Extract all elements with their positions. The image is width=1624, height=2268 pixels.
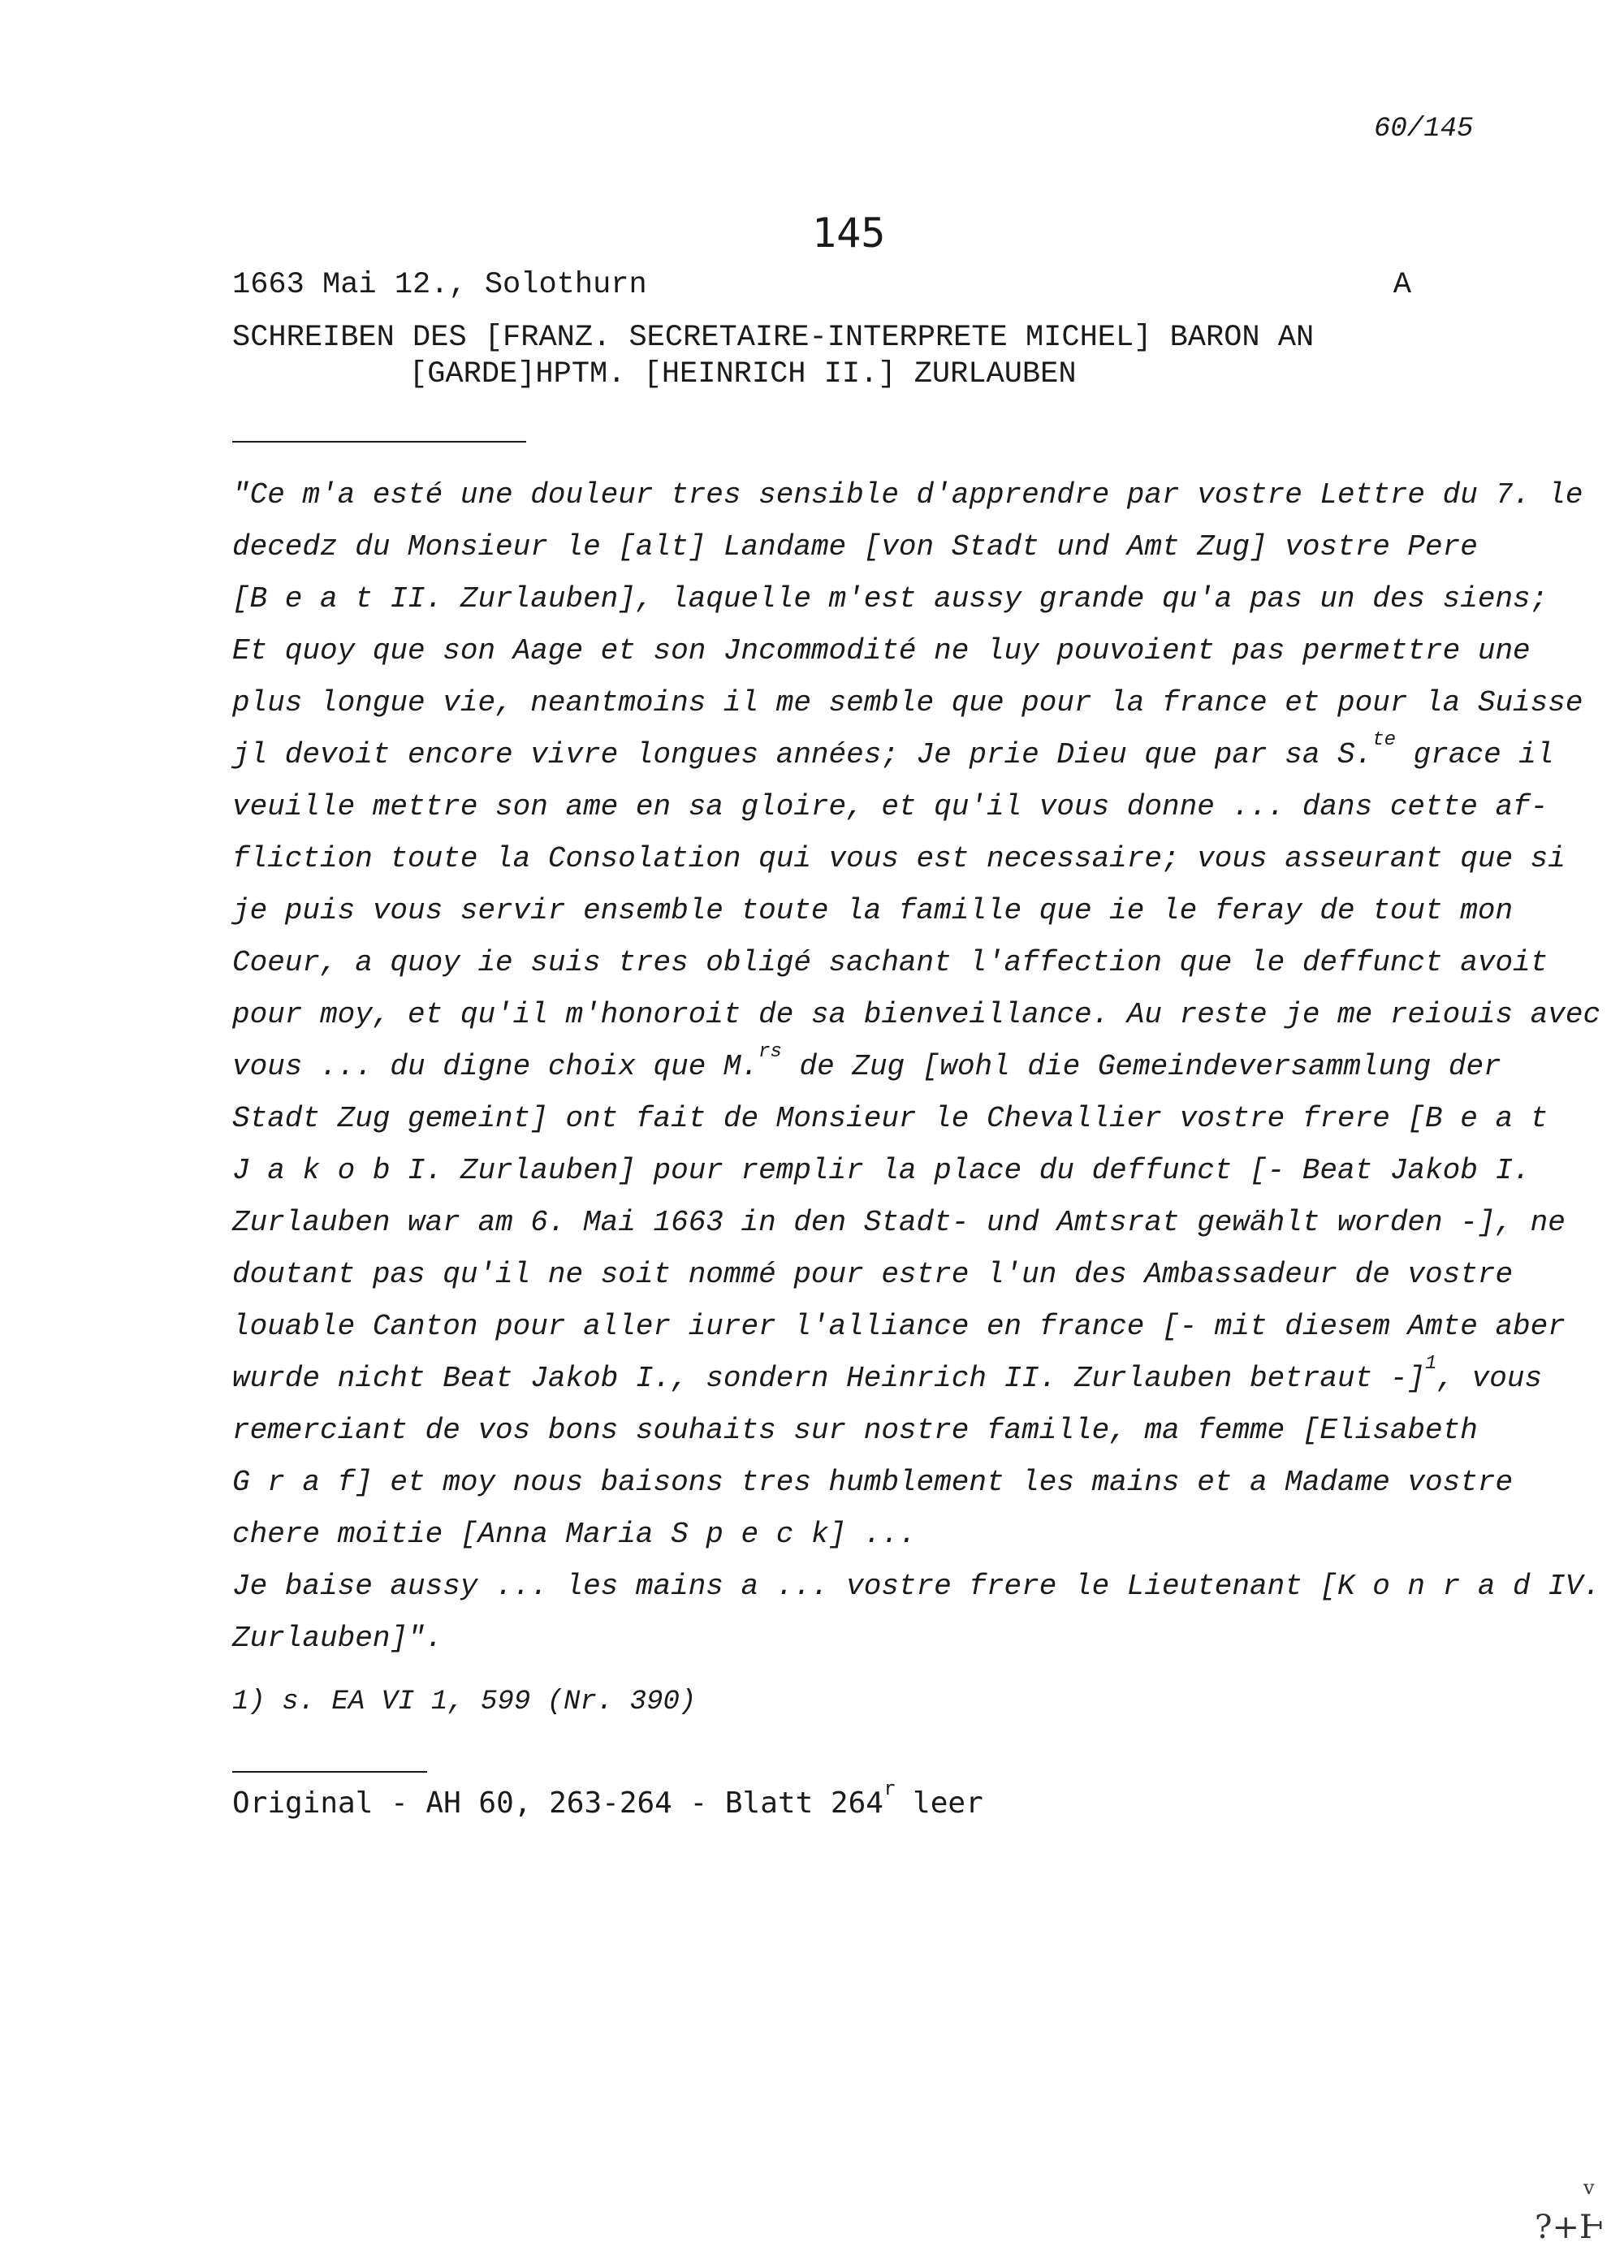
body-line: decedz du Monsieur le [alt] Landame [von Stadt und Amt Zug] vostre Pere: [232, 530, 1478, 564]
body-line: fliction toute la Consolation qui vous est necessaire; vous asseurant que si: [232, 842, 1566, 875]
body-line: Et quoy que son Aage et son Jncommodité ne luy pouvoient pas permettre une: [232, 634, 1531, 667]
body-line: chere moitie [Anna Maria S p e c k] ...: [232, 1518, 917, 1551]
body-line: plus longue vie, neantmoins il me semble que pour la france et pour la Suisse: [232, 686, 1583, 719]
footnote-divider: [232, 1771, 427, 1773]
superscript: r: [883, 1777, 896, 1799]
body-line: remerciant de vos bons souhaits sur nostre famille, ma femme [Elisabeth: [232, 1414, 1478, 1447]
footnote: 1) s. EA VI 1, 599 (Nr. 390): [232, 1687, 697, 1717]
handwritten-page-mark: ?+Ͱ: [1535, 2209, 1604, 2246]
body-line: Stadt Zug gemeint] ont fait de Monsieur le Chevallier vostre frere [B e a t: [232, 1102, 1548, 1135]
footnote-marker: 1: [1425, 1353, 1437, 1375]
source-text: leer: [895, 1786, 983, 1820]
source-text: Original - AH 60, 263-264 - Blatt 264: [232, 1786, 883, 1820]
body-line: doutant pas qu'il ne soit nommé pour estre l'un des Ambassadeur de vostre: [232, 1258, 1514, 1291]
body-line: G r a f] et moy nous baisons tres humblement les mains et a Madame vostre: [232, 1466, 1514, 1499]
body-line: Coeur, a quoy ie suis tres obligé sachant l'affection que le deffunct avoit: [232, 946, 1548, 979]
body-line: louable Canton pour aller iurer l'alliance en france [- mit diesem Amte aber: [232, 1310, 1566, 1343]
body-line: Je baise aussy ... les mains a ... vostre frere le Lieutenant [K o n r a d IV.: [232, 1570, 1601, 1603]
date-place: 1663 Mai 12., Solothurn: [232, 268, 647, 302]
archive-reference: 60/145: [1374, 114, 1474, 145]
body-line: je puis vous servir ensemble toute la famille que ie le feray de tout mon: [232, 894, 1514, 927]
body-line: [B e a t II. Zurlauben], laquelle m'est aussy grande qu'a pas un des siens;: [232, 582, 1548, 616]
heading-line-1: SCHREIBEN DES [FRANZ. SECRETAIRE-INTERPRETE MICHEL] BARON AN: [232, 321, 1315, 355]
body-text: , vous: [1436, 1362, 1543, 1395]
body-text: de Zug [wohl die Gemeindeversammlung der: [781, 1050, 1501, 1083]
handwritten-tick: v: [1583, 2176, 1595, 2199]
body-line: Zurlauben]".: [232, 1622, 443, 1655]
body-line: [232, 1041, 1515, 1093]
category-letter: A: [1393, 268, 1411, 302]
body-line: Zurlauben war am 6. Mai 1663 in den Stadt- und Amtsrat gewählt worden -], ne: [232, 1206, 1566, 1239]
document-number: 145: [812, 210, 886, 257]
body-line: [232, 729, 1554, 781]
body-line: veuille mettre son ame en sa gloire, et qu'il vous donne ... dans cette af-: [232, 790, 1548, 823]
body-text: jl devoit encore vivre longues années; Je prie Dieu que par sa S.: [232, 738, 1373, 771]
heading-line-2: [GARDE]HPTM. [HEINRICH II.] ZURLAUBEN: [409, 357, 1077, 391]
heading-divider: [232, 441, 526, 443]
superscript: rs: [758, 1041, 782, 1063]
body-line: J a k o b I. Zurlauben] pour remplir la place du deffunct [- Beat Jakob I.: [232, 1154, 1531, 1187]
body-line: "Ce m'a esté une douleur tres sensible d'apprendre par vostre Lettre du 7. le: [232, 478, 1583, 512]
letter-body: [232, 469, 1601, 1665]
date-line: [232, 268, 1411, 302]
superscript: te: [1372, 729, 1397, 751]
body-line: pour moy, et qu'il m'honoroit de sa bienveillance. Au reste je me reiouis avec: [232, 998, 1601, 1031]
body-text: grace il: [1396, 738, 1554, 771]
body-text: vous ... du digne choix que M.: [232, 1050, 759, 1083]
source-note: [232, 1777, 983, 1820]
body-text: wurde nicht Beat Jakob I., sondern Heinrich II. Zurlauben betraut -]: [232, 1362, 1426, 1395]
body-line: [232, 1353, 1543, 1405]
